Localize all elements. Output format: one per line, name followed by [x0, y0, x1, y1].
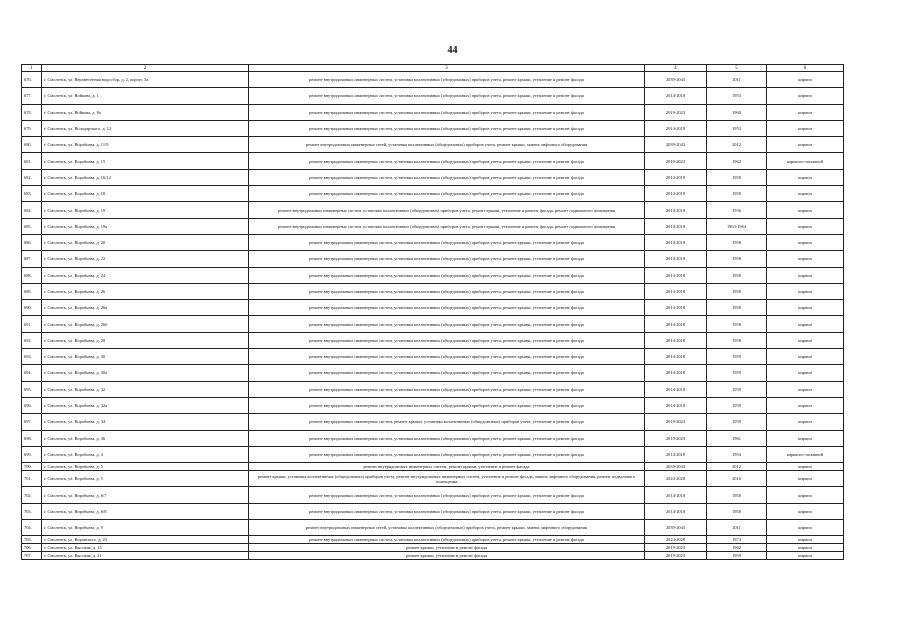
works-cell: ремонт внутридомовых инженерных систем, установка коллективных (общедомовых) приборов учета, ремонт крыши, утепление и ремонт фасада — [249, 234, 645, 250]
works-cell: ремонт внутридомовых инженерных систем, установка коллективных (общедомовых) приборов учета, ремонт крыши, утепление и ремонт фасада — [249, 349, 645, 365]
year-built-cell: 1958 — [707, 503, 767, 519]
table-row — [22, 463, 844, 471]
works-cell: ремонт внутридомовых инженерных систем, установка коллективных (общедомовых) приборов учета, ремонт крыши, утепление и ремонт фасада — [249, 397, 645, 413]
address-cell: г. Смоленск, ул. Воробьева, д. 22 — [42, 251, 249, 267]
address-cell: г. Смоленск, ул. Высокая, д. 13 — [42, 544, 249, 552]
table-row — [22, 552, 844, 560]
works-cell: ремонт внутридомовых инженерных систем, установка коллективных (общедомовых) приборов учета, ремонт крыши, утепление и ремонт фасада — [249, 72, 645, 88]
works-cell: ремонт внутридомовых инженерных систем, установка коллективных (общедомовых) приборов учета, ремонт крыши, утепление и ремонт фасада — [249, 104, 645, 120]
works-cell: ремонт внутридомовых инженерных систем, установка коллективных (общедомовых) приборов учета, ремонт крыши, утепление и ремонт фасада — [249, 536, 645, 544]
year-built-cell: 1954 — [707, 446, 767, 462]
address-cell: г. Смоленск, ул. Воробьева, д. 19 — [42, 202, 249, 218]
address-cell: г. Смоленск, ул. Верхнесенная водосбор, д. 2, корпус 5а — [42, 72, 249, 88]
period-cell: 2014-2018 — [645, 267, 707, 283]
year-built-cell: 2011 — [707, 72, 767, 88]
wall-material-cell: кирпич — [767, 202, 844, 218]
period-cell: 2019-2023 — [645, 153, 707, 169]
address-cell: г. Смоленск, ул. Володарского, д. 12 — [42, 120, 249, 136]
housing-register-table — [21, 64, 844, 560]
address-cell: г. Смоленск, ул. Войкова, д. 8а — [42, 104, 249, 120]
year-built-cell: 1958 — [707, 169, 767, 185]
wall-material-cell: кирпич — [767, 137, 844, 153]
wall-material-cell: кирпич — [767, 365, 844, 381]
year-built-cell: 1953 — [707, 120, 767, 136]
works-cell: ремонт внутридомовых инженерных систем, установка коллективных (общедомовых) приборов учета, ремонт крыши, утепление и ремонт фасада — [249, 365, 645, 381]
row-number: 687. — [22, 251, 42, 267]
period-cell: 2014-2018 — [645, 381, 707, 397]
table-row — [22, 251, 844, 267]
wall-material-cell: кирпич — [767, 218, 844, 234]
year-built-cell: 1953 — [707, 88, 767, 104]
row-number: 691. — [22, 316, 42, 332]
year-built-cell: 1963-1964 — [707, 218, 767, 234]
wall-material-cell: кирпич — [767, 332, 844, 348]
row-number: 696. — [22, 397, 42, 413]
works-cell: ремонт внутридомовых инженерных систем, установка коллективных (общедомовых) приборов учета, ремонт крыши, утепление и ремонт фасада, ремонт подвального помещения — [249, 202, 645, 218]
wall-material-cell: кирпич — [767, 536, 844, 544]
period-cell: 2014-2018 — [645, 446, 707, 462]
period-cell: 2019-2023 — [645, 414, 707, 430]
column-header: 5 — [707, 65, 767, 72]
address-cell: г. Смоленск, ул. Воробьева, д. 16/12 — [42, 169, 249, 185]
wall-material-cell: кирпич — [767, 72, 844, 88]
works-cell: ремонт крыши, утепление и ремонт фасада — [249, 552, 645, 560]
column-number-row — [22, 65, 844, 72]
address-cell: г. Смоленск, ул. Воробьева, д. 36 — [42, 430, 249, 446]
row-number: 685. — [22, 218, 42, 234]
year-built-cell: 1958 — [707, 300, 767, 316]
table-row — [22, 349, 844, 365]
row-number: 686. — [22, 234, 42, 250]
table-row — [22, 430, 844, 446]
row-number: 688. — [22, 267, 42, 283]
row-number: 699. — [22, 446, 42, 462]
wall-material-cell: кирпич — [767, 503, 844, 519]
address-cell: г. Смоленск, ул. Воробьева, д. 34 — [42, 414, 249, 430]
wall-material-cell: кирпич — [767, 251, 844, 267]
address-cell: г. Смоленск, ул. Воробьева, д. 26б — [42, 316, 249, 332]
table-row — [22, 446, 844, 462]
row-number: 695. — [22, 381, 42, 397]
wall-material-cell: кирпич — [767, 316, 844, 332]
period-cell: 2014-2018 — [645, 397, 707, 413]
period-cell: 2014-2018 — [645, 218, 707, 234]
works-cell: ремонт внутридомовых инженерных систем, установка коллективных (общедомовых) приборов учета, ремонт крыши, утепление и ремонт фасада — [249, 430, 645, 446]
row-number: 705. — [22, 536, 42, 544]
year-built-cell: 1959 — [707, 397, 767, 413]
works-cell: ремонт внутридомовых инженерных систем, установка коллективных (общедомовых) приборов учета, ремонт крыши, утепление и ремонт фасада — [249, 283, 645, 299]
table-row — [22, 234, 844, 250]
period-cell: 2014-2018 — [645, 169, 707, 185]
wall-material-cell: каркасно-засыпной — [767, 153, 844, 169]
row-number: 702. — [22, 487, 42, 503]
address-cell: г. Смоленск, ул. Воробьева, д. 28 — [42, 332, 249, 348]
address-cell: г. Смоленск, ул. Воробьева, д. 19а — [42, 218, 249, 234]
row-number: 693. — [22, 349, 42, 365]
row-number: 676. — [22, 72, 42, 88]
row-number: 683. — [22, 186, 42, 202]
wall-material-cell: кирпич — [767, 552, 844, 560]
table-row — [22, 520, 844, 536]
address-cell: г. Смоленск, ул. Воробьева, д. 30 — [42, 349, 249, 365]
year-built-cell: 1958 — [707, 316, 767, 332]
year-built-cell: 1958 — [707, 267, 767, 283]
table-row — [22, 267, 844, 283]
address-cell: г. Смоленск, ул. Воробьева, д. 24 — [42, 267, 249, 283]
works-cell: ремонт внутридомовых инженерных систем, установка коллективных (общедомовых) приборов учета, ремонт крыши, утепление и ремонт фасада — [249, 251, 645, 267]
wall-material-cell: кирпич — [767, 104, 844, 120]
year-built-cell: 1974 — [707, 536, 767, 544]
works-cell: ремонт внутридомовых инженерных систем, установка коллективных (общедомовых) приборов учета, ремонт крыши, утепление и ремонт фасада — [249, 332, 645, 348]
table-row — [22, 169, 844, 185]
year-built-cell: 1958 — [707, 332, 767, 348]
address-cell: г. Смоленск, ул. Воробьева, д. 5 — [42, 471, 249, 487]
table-row — [22, 536, 844, 544]
works-cell: ремонт крыши, установка коллективных (общедомовых) приборов учета, ремонт внутридомовых инженерных систем, утепление и ремонт фасада, замена лифтового оборудования, ремонт подвального помещения — [249, 471, 645, 487]
works-cell: ремонт внутридомовых инженерных сетей, установка коллективных (общедомовых) приборов учета, ремонт крыши, замена лифтового оборудования — [249, 520, 645, 536]
address-cell: г. Смоленск, ул. Воробьева, д. 5 — [42, 463, 249, 471]
table-row — [22, 503, 844, 519]
address-cell: г. Смоленск, ул. Воробьева, д. 32а — [42, 397, 249, 413]
year-built-cell: 1959 — [707, 349, 767, 365]
wall-material-cell: кирпич — [767, 283, 844, 299]
row-number: 701. — [22, 471, 42, 487]
wall-material-cell: кирпич — [767, 267, 844, 283]
address-cell: г. Смоленск, ул. Воробьева, д. 11/9 — [42, 137, 249, 153]
year-built-cell: 1962 — [707, 544, 767, 552]
year-built-cell: 2011 — [707, 520, 767, 536]
table-row — [22, 397, 844, 413]
year-built-cell: 1958 — [707, 251, 767, 267]
wall-material-cell: кирпич — [767, 381, 844, 397]
table-row — [22, 88, 844, 104]
period-cell: 2014-2018 — [645, 202, 707, 218]
period-cell: 2014-2018 — [645, 120, 707, 136]
address-cell: г. Смоленск, ул. Высокая, д. 21 — [42, 552, 249, 560]
wall-material-cell: кирпич — [767, 120, 844, 136]
wall-material-cell: кирпич — [767, 463, 844, 471]
works-cell: ремонт крыши, утепление и ремонт фасада — [249, 544, 645, 552]
row-number: 678. — [22, 104, 42, 120]
table-row — [22, 186, 844, 202]
period-cell: 2014-2018 — [645, 487, 707, 503]
row-number: 689. — [22, 283, 42, 299]
works-cell: ремонт внутридомовых инженерных систем, ремонт крыши, установка коллективных (общедомовых) приборов учета, утепление и ремонт фасада — [249, 414, 645, 430]
row-number: 684. — [22, 202, 42, 218]
works-cell: ремонт внутридомовых инженерных систем, установка коллективных (общедомовых) приборов учета, ремонт крыши, утепление и ремонт фасада — [249, 316, 645, 332]
wall-material-cell: кирпич — [767, 186, 844, 202]
wall-material-cell: кирпич — [767, 300, 844, 316]
row-number: 704. — [22, 520, 42, 536]
works-cell: ремонт внутридомовых инженерных сетей, установка коллективных (общедомовых) приборов учета, ремонт крыши, замена лифтового оборудования — [249, 137, 645, 153]
works-cell: ремонт внутридомовых инженерных систем, установка коллективных (общедомовых) приборов учета, ремонт крыши, утепление и ремонт фасада — [249, 503, 645, 519]
table-row — [22, 544, 844, 552]
column-header: 1 — [22, 65, 42, 72]
table-row — [22, 137, 844, 153]
period-cell: 2039-2043 — [645, 520, 707, 536]
address-cell: г. Смоленск, ул. Воробьева, д. 30а — [42, 365, 249, 381]
works-cell: ремонт внутридомовых инженерных систем, установка коллективных (общедомовых) приборов учета, ремонт крыши, утепление и ремонт фасада — [249, 88, 645, 104]
row-number: 700. — [22, 463, 42, 471]
table-row — [22, 283, 844, 299]
year-built-cell: 1960 — [707, 104, 767, 120]
row-number: 694. — [22, 365, 42, 381]
table-row — [22, 300, 844, 316]
period-cell: 2014-2018 — [645, 283, 707, 299]
period-cell: 2014-2018 — [645, 332, 707, 348]
year-built-cell: 1959 — [707, 381, 767, 397]
column-header: 3 — [249, 65, 645, 72]
table-row — [22, 471, 844, 487]
address-cell: г. Смоленск, ул. Воробьева, д. 26а — [42, 300, 249, 316]
period-cell: 2014-2018 — [645, 251, 707, 267]
wall-material-cell: кирпич — [767, 471, 844, 487]
year-built-cell: 1958 — [707, 487, 767, 503]
period-cell: 2014-2018 — [645, 300, 707, 316]
works-cell: ремонт внутридомовых инженерных систем, установка коллективных (общедомовых) приборов учета, ремонт крыши, утепление и ремонт фасада — [249, 153, 645, 169]
wall-material-cell: кирпич — [767, 88, 844, 104]
period-cell: 2019-2023 — [645, 552, 707, 560]
table-row — [22, 316, 844, 332]
wall-material-cell: кирпич — [767, 414, 844, 430]
address-cell: г. Смоленск, ул. Воробьева, д. 6/8 — [42, 503, 249, 519]
row-number: 681. — [22, 153, 42, 169]
period-cell: 2019-2023 — [645, 544, 707, 552]
period-cell: 2024-2028 — [645, 471, 707, 487]
works-cell: ремонт внутридомовых инженерных систем, установка коллективных (общедомовых) приборов учета, ремонт крыши, утепление и ремонт фасада — [249, 300, 645, 316]
year-built-cell: 1959 — [707, 552, 767, 560]
year-built-cell: 2010 — [707, 471, 767, 487]
period-cell: 2014-2018 — [645, 503, 707, 519]
column-header: 6 — [767, 65, 844, 72]
year-built-cell: 2012 — [707, 463, 767, 471]
table-row — [22, 120, 844, 136]
row-number: 706. — [22, 544, 42, 552]
address-cell: г. Смоленск, ул. Войкова, д. 1 — [42, 88, 249, 104]
wall-material-cell: кирпич — [767, 397, 844, 413]
period-cell: 2014-2018 — [645, 365, 707, 381]
period-cell: 2039-2043 — [645, 72, 707, 88]
period-cell: 2014-2018 — [645, 316, 707, 332]
period-cell: 2014-2018 — [645, 88, 707, 104]
year-built-cell: 1936 — [707, 202, 767, 218]
works-cell: ремонт внутридомовых инженерных систем, установка коллективных (общедомовых) приборов учета, ремонт крыши, утепление и ремонт фасада — [249, 487, 645, 503]
works-cell: ремонт внутридомовых инженерных систем, ремонт крыши, утепление и ремонт фасада — [249, 463, 645, 471]
table-row — [22, 487, 844, 503]
wall-material-cell: кирпич — [767, 349, 844, 365]
column-header: 4 — [645, 65, 707, 72]
wall-material-cell: каркасно-засыпной — [767, 446, 844, 462]
address-cell: г. Смоленск, ул. Воробьева, д. 9 — [42, 520, 249, 536]
row-number: 690. — [22, 300, 42, 316]
wall-material-cell: кирпич — [767, 430, 844, 446]
works-cell: ремонт внутридомовых инженерных систем, установка коллективных (общедомовых) приборов учета, ремонт крыши, утепление и ремонт фасада — [249, 381, 645, 397]
wall-material-cell: кирпич — [767, 234, 844, 250]
row-number: 698. — [22, 430, 42, 446]
row-number: 682. — [22, 169, 42, 185]
row-number: 703. — [22, 503, 42, 519]
year-built-cell: 1962 — [707, 153, 767, 169]
table-row — [22, 332, 844, 348]
table-row — [22, 381, 844, 397]
page-number: 44 — [447, 45, 458, 56]
year-built-cell: 1961 — [707, 430, 767, 446]
table-row — [22, 72, 844, 88]
wall-material-cell: кирпич — [767, 169, 844, 185]
works-cell: ремонт внутридомовых инженерных систем, установка коллективных (общедомовых) приборов учета, ремонт крыши, утепление и ремонт фасада, ремонт подвального помещения — [249, 218, 645, 234]
address-cell: г. Смоленск, ул. Воробьева, д. 4 — [42, 446, 249, 462]
table-row — [22, 153, 844, 169]
row-number: 680. — [22, 137, 42, 153]
period-cell: 2019-2023 — [645, 430, 707, 446]
period-cell: 2039-2043 — [645, 137, 707, 153]
period-cell: 2039-2043 — [645, 463, 707, 471]
year-built-cell: 2012 — [707, 137, 767, 153]
row-number: 677. — [22, 88, 42, 104]
address-cell: г. Смоленск, ул. Воробьева, д. 20 — [42, 234, 249, 250]
year-built-cell: 1958 — [707, 283, 767, 299]
period-cell: 2014-2018 — [645, 349, 707, 365]
works-cell: ремонт внутридомовых инженерных систем, установка коллективных (общедомовых) приборов учета, ремонт крыши, утепление и ремонт фасада — [249, 169, 645, 185]
table-row — [22, 365, 844, 381]
works-cell: ремонт внутридомовых инженерных систем, установка коллективных (общедомовых) приборов учета, ремонт крыши, утепление и ремонт фасада — [249, 120, 645, 136]
table-row — [22, 104, 844, 120]
works-cell: ремонт внутридомовых инженерных систем, установка коллективных (общедомовых) приборов учета, ремонт крыши, утепление и ремонт фасада — [249, 186, 645, 202]
works-cell: ремонт внутридомовых инженерных систем, установка коллективных (общедомовых) приборов учета, ремонт крыши, утепление и ремонт фасада — [249, 446, 645, 462]
row-number: 697. — [22, 414, 42, 430]
wall-material-cell: кирпич — [767, 487, 844, 503]
period-cell: 2014-2018 — [645, 234, 707, 250]
wall-material-cell: кирпич — [767, 544, 844, 552]
period-cell: 2014-2018 — [645, 186, 707, 202]
address-cell: г. Смоленск, ул. Воробьева, д. 15 — [42, 153, 249, 169]
year-built-cell: 1959 — [707, 365, 767, 381]
address-cell: г. Смоленск, ул. Воробьева, д. 18 — [42, 186, 249, 202]
address-cell: г. Смоленск, ул. Воробьева, д. 32 — [42, 381, 249, 397]
period-cell: 2019-2023 — [645, 104, 707, 120]
table-row — [22, 218, 844, 234]
row-number: 692. — [22, 332, 42, 348]
address-cell: г. Смоленск, ул. Воробьева, д. 26 — [42, 283, 249, 299]
year-built-cell: 1958 — [707, 234, 767, 250]
year-built-cell: 1959 — [707, 414, 767, 430]
address-cell: г. Смоленск, ул. Воробьева, д. 6/7 — [42, 487, 249, 503]
row-number: 679. — [22, 120, 42, 136]
row-number: 707. — [22, 552, 42, 560]
year-built-cell: 1958 — [707, 186, 767, 202]
table-row — [22, 202, 844, 218]
address-cell: г. Смоленск, ул. Воровского, д. 23 — [42, 536, 249, 544]
period-cell: 2024-2028 — [645, 536, 707, 544]
works-cell: ремонт внутридомовых инженерных систем, установка коллективных (общедомовых) приборов учета, ремонт крыши, утепление и ремонт фасада — [249, 267, 645, 283]
table-row — [22, 414, 844, 430]
column-header: 2 — [42, 65, 249, 72]
wall-material-cell: кирпич — [767, 520, 844, 536]
